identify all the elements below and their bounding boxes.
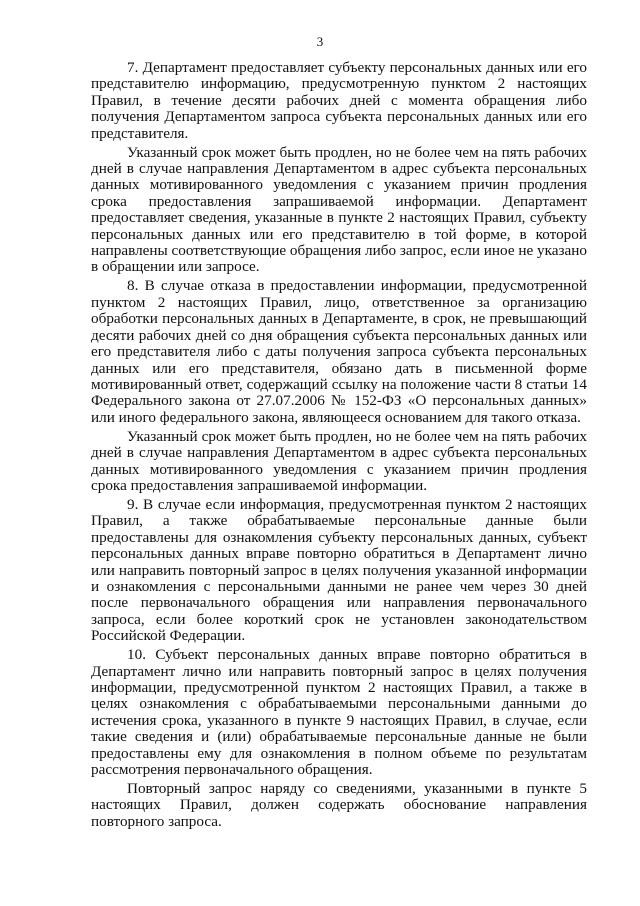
paragraph-9: 9. В случае если информация, предусмотренная пунктом 2 настоящих Правил, а также обрабатываемые персональные данные были предоставлены для ознакомления субъекту персональных данных, субъект персональных данных вправе повторно обратиться в Департамент лично или направить повторный запрос в целях получения указанной информации и ознакомления с персональными данными не ранее чем через 30 дней после первоначального обращения или направления первоначального запроса, если более короткий срок не установлен законодательством Российской Федерации. [91, 495, 587, 645]
document-body [91, 60, 587, 833]
paragraph-7: 7. Департамент предоставляет субъекту персональных данных или его представителю информацию, предусмотренную пунктом 2 настоящих Правил, в течение десяти рабочих дней с момента обращения либо получения Департаментом запроса субъекта персональных данных или его представителя. [91, 59, 587, 142]
paragraph-7-extension: Указанный срок может быть продлен, но не более чем на пять рабочих дней в случае направления Департаментом в адрес субъекта персональных данных мотивированного уведомления с указанием причин продления срока предоставления запрашиваемой информации. Департамент предоставляет сведения, указанные в пункте 2 настоящих Правил, субъекту персональных данных или его представителю в той форме, в которой направлены соответствующие обращения либо запрос, если иное не указано в обращении или запросе. [91, 143, 587, 276]
paragraph-repeat-request: Повторный запрос наряду со сведениями, указанными в пункте 5 настоящих Правил, должен содержать обоснование направления повторного запроса. [91, 780, 587, 830]
paragraph-8: 8. В случае отказа в предоставлении информации, предусмотренной пунктом 2 настоящих Правил, лицо, ответственное за организацию обработки персональных данных в Департаменте, в срок, не превышающий десяти рабочих дней со дня обращения субъекта персональных данных или его представителя либо с даты получения запроса субъекта персональных данных или его представителя, обязано дать в письменной форме мотивированный ответ, содержащий ссылку на положение части 8 статьи 14 Федерального закона от 27.07.2006 № 152-ФЗ «О персональных данных» или иного федерального закона, являющееся основанием для такого отказа. [91, 277, 587, 426]
page-number: 3 [316, 34, 324, 49]
paragraph-10: 10. Субъект персональных данных вправе повторно обратиться в Департамент лично или направить повторный запрос в целях получения информации, предусмотренной пунктом 2 настоящих Правил, а также в целях ознакомления с обрабатываемыми персональными данными до истечения срока, указанного в пункте 9 настоящих Правил, в случае, если такие сведения и (или) обрабатываемые персональные данные не были предоставлены ему для ознакомления в полном объеме по результатам рассмотрения первоначального обращения. [91, 646, 587, 779]
paragraph-8-extension: Указанный срок может быть продлен, но не более чем на пять рабочих дней в случае направления Департаментом в адрес субъекта персональных данных мотивированного уведомления с указанием причин продления срока предоставления запрашиваемой информации. [91, 427, 587, 494]
